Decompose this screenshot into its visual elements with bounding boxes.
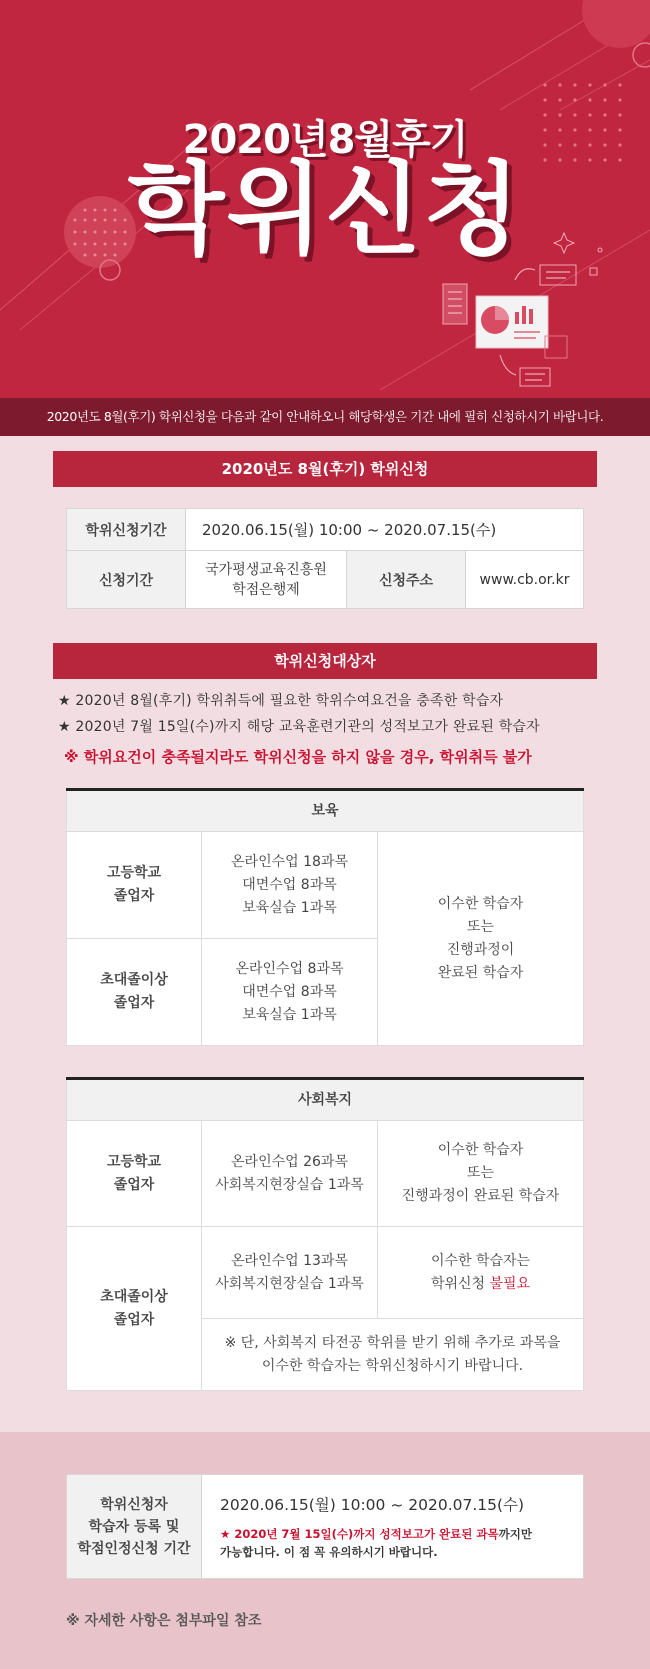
org-line-2: 학점은행제 [232, 581, 300, 598]
welfare-table [66, 1077, 584, 1391]
note-line: 완료된 학습자 [437, 964, 524, 981]
period-label: 학위신청기간 [67, 509, 186, 551]
label-line: 고등학교 [106, 865, 162, 881]
course-line: 보육실습 1과목 [242, 899, 337, 916]
course-line: 보육실습 1과목 [242, 1006, 337, 1023]
course-line: 온라인수업 26과목 [231, 1153, 348, 1170]
label-line: 학위신청자 [100, 1496, 168, 1513]
note-line: 또는 [466, 918, 495, 935]
star-icon: ★ [58, 719, 71, 735]
childcare-title: 보육 [67, 790, 584, 832]
note-text: 까지만 [498, 1526, 532, 1541]
registration-period-value [202, 1475, 584, 1579]
target-item-2 [58, 716, 540, 736]
note-line: ※ 단, 사회복지 타전공 학위를 받기 위해 추가로 과목을 [224, 1334, 561, 1351]
registration-period-label [67, 1475, 202, 1579]
course-line: 대면수업 8과목 [242, 983, 337, 1000]
org-value [186, 551, 347, 609]
registration-note [220, 1525, 573, 1561]
warning-text: ※ 학위요건이 충족될지라도 학위신청을 하지 않을 경우, 학위취득 불가 [64, 748, 532, 766]
not-required-text: 불필요 [489, 1275, 531, 1292]
note-line: 이수한 학습자는 학위신청하시기 바랍니다. [261, 1357, 524, 1374]
note-line: 진행과정이 완료된 학습자 [401, 1188, 560, 1204]
welfare-title: 사회복지 [67, 1079, 584, 1121]
hero-subtitle: 2020년8월후기 [182, 117, 468, 163]
label-line: 졸업자 [113, 995, 155, 1011]
org-line-1: 국가평생교육진흥원 [205, 561, 327, 578]
label-line: 초대졸이상 [100, 972, 168, 988]
childcare-high-school [67, 832, 202, 939]
welfare-college-note [378, 1227, 584, 1319]
course-line: 사회복지현장실습 1과목 [215, 1275, 364, 1292]
note-line: 이수한 학습자 [437, 895, 524, 912]
welfare-extra-note [202, 1319, 584, 1391]
registration-date: 2020.06.15(월) 10:00 ~ 2020.07.15(수) [220, 1495, 525, 1514]
note-line [378, 1273, 583, 1296]
welfare-college-courses [202, 1227, 378, 1319]
target-item-1-text: 2020년 8월(후기) 학위취득에 필요한 학위수여요건을 충족한 학습자 [75, 693, 504, 709]
note-line: 진행과정이 [446, 941, 515, 958]
childcare-college [67, 939, 202, 1046]
label-line: 초대졸이상 [100, 1288, 168, 1305]
target-item-2-text: 2020년 7월 15일(수)까지 해당 교육훈련기관의 성적보고가 완료된 학습자 [75, 719, 540, 735]
label-line: 졸업자 [113, 1311, 155, 1328]
childcare-high-courses [202, 832, 378, 939]
course-line: 온라인수업 8과목 [235, 960, 344, 977]
welfare-college [67, 1227, 202, 1391]
addr-value[interactable]: www.cb.or.kr [466, 551, 584, 609]
registration-period-table [66, 1474, 584, 1579]
notice-bar: 2020년도 8월(후기) 학위신청을 다음과 같이 안내하오니 해당학생은 기간 내에 필히 신청하시기 바랍니다. [0, 398, 650, 436]
footnote: ※ 자세한 사항은 첨부파일 참조 [66, 1613, 262, 1629]
application-info-table [66, 508, 584, 609]
course-line: 대면수업 8과목 [242, 876, 337, 893]
addr-label: 신청주소 [347, 551, 466, 609]
label-line: 학습자 등록 및 [88, 1518, 180, 1535]
hero-banner [0, 0, 650, 398]
course-line: 온라인수업 18과목 [231, 853, 348, 870]
org-label: 신청기간 [67, 551, 186, 609]
section-header-targets: 학위신청대상자 [53, 643, 597, 679]
childcare-table [66, 788, 584, 1046]
course-line: 온라인수업 13과목 [231, 1252, 348, 1269]
label-line: 졸업자 [113, 888, 155, 904]
star-icon: ★ [220, 1526, 231, 1541]
note-highlight: 2020년 7월 15일(수)까지 성적보고가 완료된 과목 [230, 1526, 499, 1541]
note-text: 학위신청 [430, 1275, 490, 1292]
section-header-application: 2020년도 8월(후기) 학위신청 [53, 451, 597, 487]
welfare-high-school [67, 1121, 202, 1227]
welfare-high-courses [202, 1121, 378, 1227]
star-icon: ★ [58, 693, 71, 709]
note-line: 이수한 학습자 [437, 1142, 524, 1158]
period-value: 2020.06.15(월) 10:00 ~ 2020.07.15(수) [186, 509, 584, 551]
note-line: 이수한 학습자는 [430, 1252, 531, 1269]
target-item-1 [58, 690, 503, 710]
label-line: 졸업자 [113, 1176, 155, 1193]
childcare-completion-note [378, 832, 584, 1046]
welfare-high-note [378, 1121, 584, 1227]
label-line: 학점인정신청 기간 [77, 1540, 191, 1557]
hero-title: 학위신청 [127, 151, 523, 268]
childcare-college-courses [202, 939, 378, 1046]
label-line: 고등학교 [106, 1153, 162, 1170]
course-line: 사회복지현장실습 1과목 [215, 1176, 364, 1193]
note-text: 가능합니다. 이 점 꼭 유의하시기 바랍니다. [220, 1544, 438, 1559]
note-line: 또는 [466, 1165, 495, 1181]
